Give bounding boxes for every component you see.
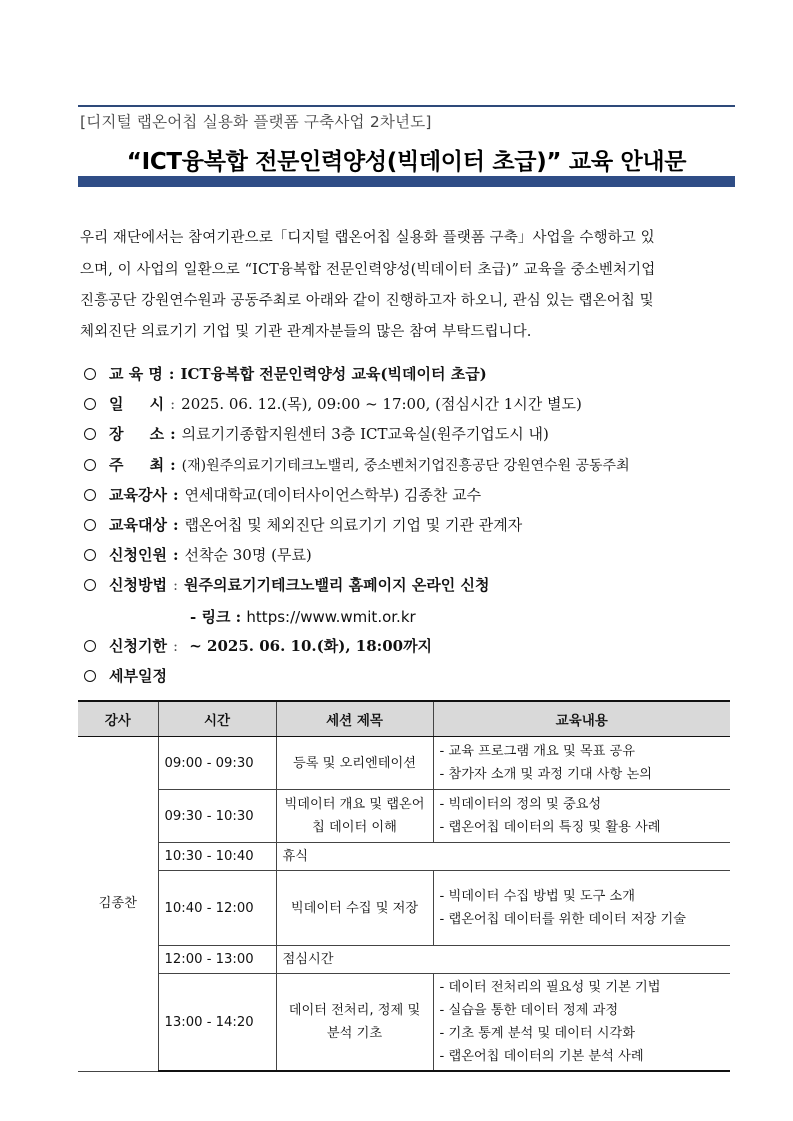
table-header-row — [78, 701, 730, 737]
table-row — [78, 871, 730, 946]
detail-label: 교육대상 — [109, 516, 167, 534]
detail-label: 신청방법 — [109, 576, 167, 594]
title-underline-bar — [78, 176, 735, 187]
content-item: - 기초 통계 분석 및 데이터 시각화 — [439, 1026, 636, 1041]
detail-value: ICT융복합 전문인력양성 교육(빅데이터 초급) — [180, 365, 487, 383]
content-item: - 랩온어칩 데이터의 기본 분석 사례 — [439, 1049, 644, 1064]
detail-label: 주 최 — [109, 456, 165, 474]
detail-label: 교 육 명 — [109, 365, 163, 383]
time-cell: 13:00 - 14:20 — [158, 974, 276, 1072]
detail-value: 원주의료기기테크노밸리 홈페이지 온라인 신청 — [184, 576, 490, 594]
circle-bullet-icon — [84, 519, 96, 531]
column-header: 시간 — [158, 701, 276, 737]
circle-bullet-icon — [84, 398, 96, 410]
detail-value: 2025. 06. 12.(목), 09:00 ~ 17:00, (점심시간 1시간 별도) — [181, 395, 582, 413]
detail-value: ~ 2025. 06. 10.(화), 18:00까지 — [184, 637, 433, 655]
time-cell: 12:00 - 13:00 — [158, 946, 276, 974]
time-cell: 09:00 - 09:30 — [158, 737, 276, 790]
column-header: 교육내용 — [433, 701, 730, 737]
apply-link — [190, 606, 416, 627]
circle-bullet-icon — [84, 489, 96, 501]
header-top-rule — [78, 105, 735, 107]
content-cell — [433, 790, 730, 843]
intro-line: 우리 재단에서는 참여기관으로「디지털 랩온어칩 실용화 플랫폼 구축」사업을 수행하고 있 — [80, 230, 655, 246]
content-cell — [433, 974, 730, 1072]
detail-target: 교육대상 : 랩온어칩 및 체외진단 의료기기 기업 및 기관 관계자 — [84, 515, 522, 535]
detail-value: 선착순 30명 (무료) — [184, 546, 312, 564]
detail-schedule-heading — [84, 666, 167, 686]
schedule-table — [78, 700, 730, 1072]
detail-value: 랩온어칩 및 체외진단 의료기기 기업 및 기관 관계자 — [184, 516, 523, 534]
detail-course-name: 교 육 명 : ICT융복합 전문인력양성 교육(빅데이터 초급) — [84, 364, 487, 384]
content-item: - 빅데이터 수집 방법 및 도구 소개 — [439, 889, 636, 904]
circle-bullet-icon — [84, 579, 96, 591]
column-header: 세션 제목 — [276, 701, 433, 737]
project-subtitle: [디지털 랩온어칩 실용화 플랫폼 구축사업 2차년도] — [80, 113, 432, 131]
session-cell: 휴식 — [276, 843, 730, 871]
session-cell: 데이터 전처리, 정제 및 분석 기초 — [276, 974, 433, 1072]
instructor-cell: 김종찬 — [78, 737, 158, 1072]
detail-value: 연세대학교(데이터사이언스학부) 김종찬 교수 — [184, 486, 482, 504]
detail-label: 장 소 — [109, 425, 165, 443]
intro-line: 체외진단 의료기기 기업 및 기관 관계자분들의 많은 참여 부탁드립니다. — [80, 324, 532, 340]
circle-bullet-icon — [84, 428, 96, 440]
detail-datetime: 일 시 : 2025. 06. 12.(목), 09:00 ~ 17:00, (점심시간 1시간 별도) — [84, 394, 582, 414]
circle-bullet-icon — [84, 549, 96, 561]
detail-label: 교육강사 — [109, 486, 167, 504]
circle-bullet-icon — [84, 670, 96, 682]
link-prefix: - 링크 : — [190, 608, 247, 626]
table-row — [78, 843, 730, 871]
table-row — [78, 790, 730, 843]
detail-apply-method: 신청방법 : 원주의료기기테크노밸리 홈페이지 온라인 신청 — [84, 575, 490, 595]
content-cell — [433, 737, 730, 790]
session-cell: 점심시간 — [276, 946, 730, 974]
detail-label: 신청인원 — [109, 546, 167, 564]
content-item: - 빅데이터의 정의 및 중요성 — [439, 797, 602, 812]
content-cell — [433, 871, 730, 946]
time-cell: 10:40 - 12:00 — [158, 871, 276, 946]
detail-value: (재)원주의료기기테크노밸리, 중소벤처기업진흥공단 강원연수원 공동주최 — [181, 458, 630, 474]
table-row — [78, 737, 730, 790]
detail-label: 일 시 — [109, 395, 165, 413]
detail-value: 의료기기종합지원센터 3층 ICT교육실(원주기업도시 내) — [181, 425, 549, 443]
table-row — [78, 946, 730, 974]
content-item: - 참가자 소개 및 과정 기대 사항 논의 — [439, 767, 652, 782]
circle-bullet-icon — [84, 640, 96, 652]
detail-instructor: 교육강사 : 연세대학교(데이터사이언스학부) 김종찬 교수 — [84, 485, 481, 505]
detail-label: 세부일정 — [109, 667, 167, 685]
content-item: - 교육 프로그램 개요 및 목표 공유 — [439, 744, 636, 759]
detail-host: 주 최 : (재)원주의료기기테크노밸리, 중소벤처기업진흥공단 강원연수원 공동주최 — [84, 455, 630, 476]
apply-link-url[interactable]: https://www.wmit.or.kr — [246, 608, 416, 626]
content-item: - 랩온어칩 데이터의 특징 및 활용 사례 — [439, 820, 661, 835]
detail-capacity: 신청인원 : 선착순 30명 (무료) — [84, 545, 312, 565]
column-header: 강사 — [78, 701, 158, 737]
intro-line: 진흥공단 강원연수원과 공동주최로 아래와 같이 진행하고자 하오니, 관심 있는 랩온어칩 및 — [80, 293, 654, 309]
circle-bullet-icon — [84, 368, 96, 380]
session-cell: 빅데이터 수집 및 저장 — [276, 871, 433, 946]
content-item: - 데이터 전처리의 필요성 및 기본 기법 — [439, 980, 661, 995]
content-item: - 랩온어칩 데이터를 위한 데이터 저장 기술 — [439, 912, 686, 927]
session-cell: 빅데이터 개요 및 랩온어칩 데이터 이해 — [276, 790, 433, 843]
detail-label: 신청기한 — [109, 637, 167, 655]
detail-apply-deadline: 신청기한 : ~ 2025. 06. 10.(화), 18:00까지 — [84, 636, 432, 656]
intro-line: 으며, 이 사업의 일환으로 “ICT융복합 전문인력양성(빅데이터 초급)” 교육을 중소벤처기업 — [80, 262, 656, 278]
time-cell: 10:30 - 10:40 — [158, 843, 276, 871]
session-cell: 등록 및 오리엔테이션 — [276, 737, 433, 790]
circle-bullet-icon — [84, 459, 96, 471]
content-item: - 실습을 통한 데이터 정제 과정 — [439, 1003, 619, 1018]
table-row — [78, 974, 730, 1072]
page-title: “ICT융복합 전문인력양성(빅데이터 초급)” 교육 안내문 — [126, 149, 687, 175]
detail-location: 장 소 : 의료기기종합지원센터 3층 ICT교육실(원주기업도시 내) — [84, 424, 549, 444]
time-cell: 09:30 - 10:30 — [158, 790, 276, 843]
